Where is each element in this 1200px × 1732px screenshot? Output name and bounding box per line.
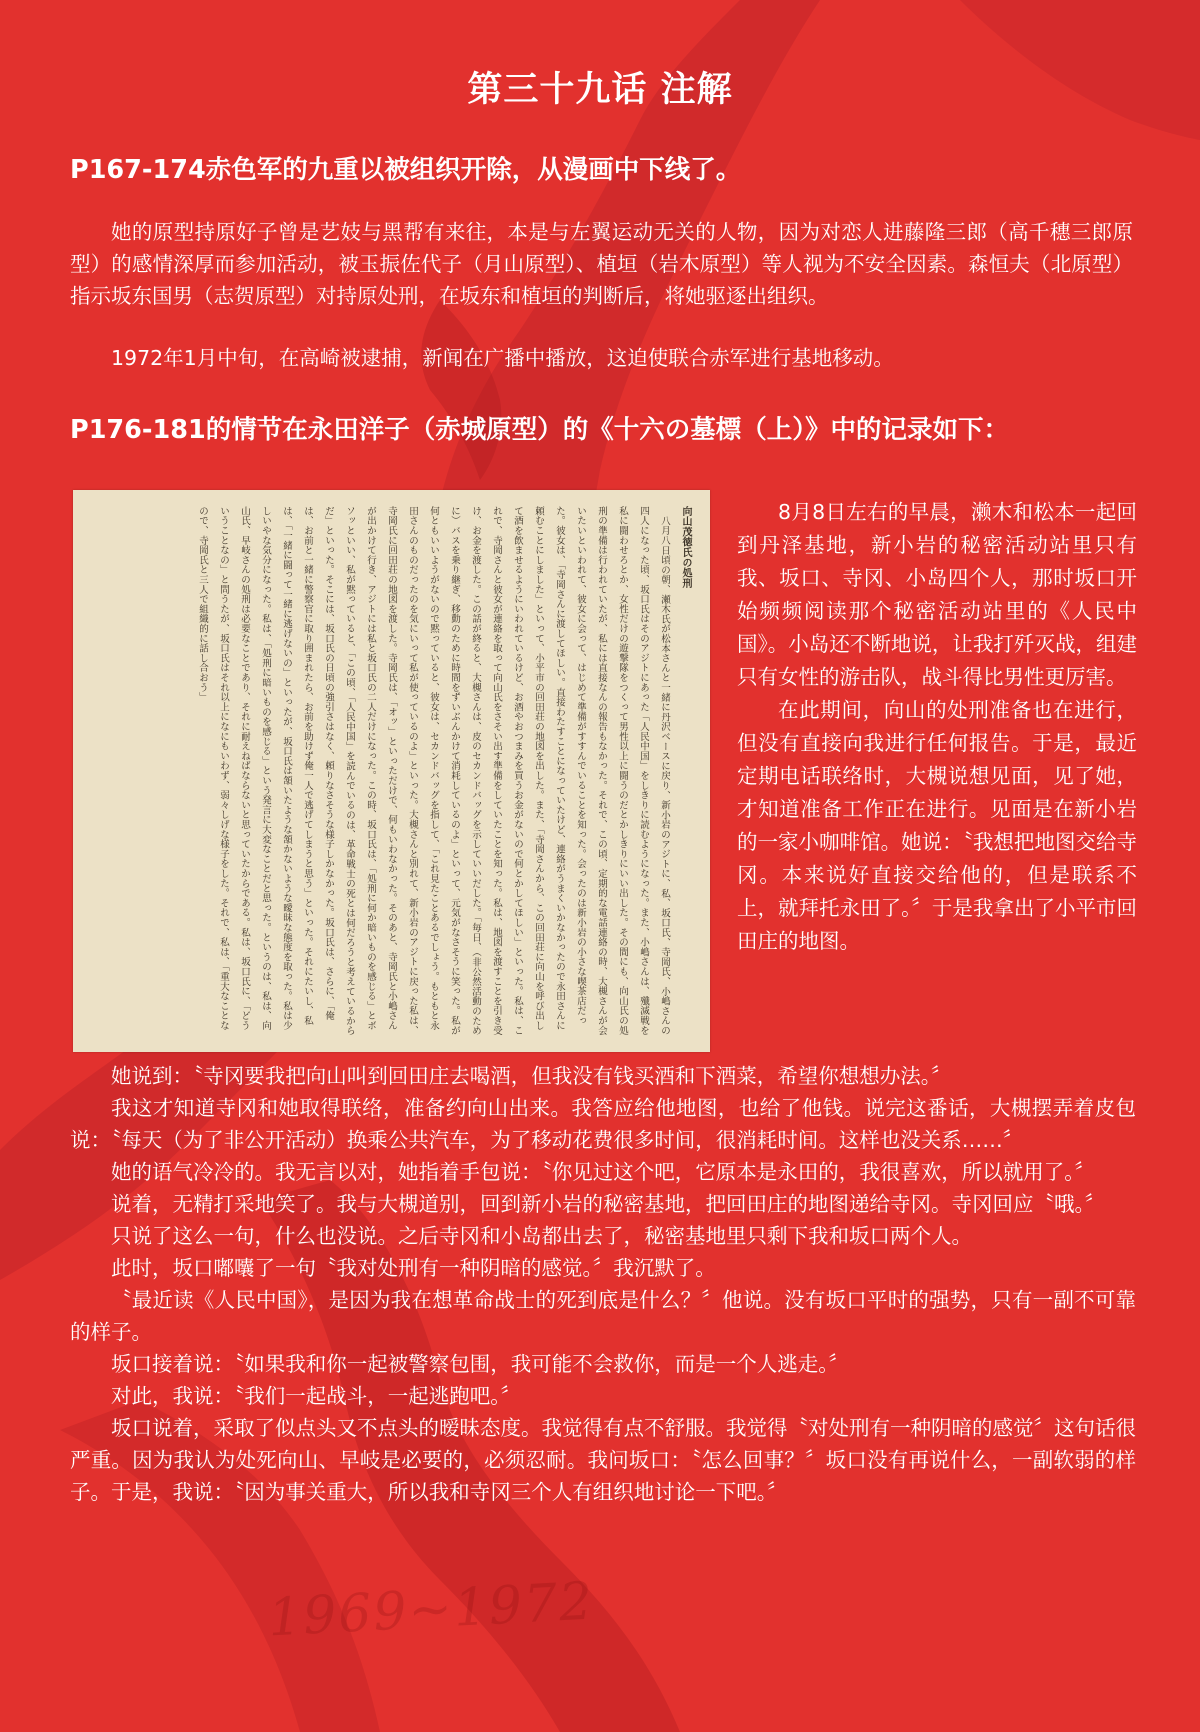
page-title: 第三十九话 注解 bbox=[467, 70, 733, 110]
body-paragraph: 〝最近读《人民中国》，是因为我在想革命战士的死到底是什么？〞他说。没有坂口平时的强势，只有一副不可靠的样子。 bbox=[70, 1288, 1136, 1344]
translation-side-column bbox=[737, 496, 1137, 958]
book-page-scan bbox=[73, 490, 710, 1052]
body-paragraph: 坂口接着说：〝如果我和你一起被警察包围，我可能不会救你，而是一个人逃走。〞 bbox=[111, 1352, 849, 1376]
body-paragraph: 坂口说着，采取了似点头又不点头的暧昧态度。我觉得有点不舒服。我觉得〝对处刑有一种阴暗的感觉〞这句话很严重。因为我认为处死向山、早岐是必要的，必须忍耐。我问坂口：〝怎么回事？〞坂口没有再说什么，一副软弱的样子。于是，我说：〝因为事关重大，所以我和寺冈三个人有组织地讨论一下吧。〞 bbox=[70, 1416, 1136, 1504]
paragraph-1: 她的原型持原好子曾是艺妓与黑帮有来往，本是与左翼运动无关的人物，因为对恋人进藤隆三郎（高千穗三郎原型）的感情深厚而参加活动，被玉振佐代子（月山原型）、植垣（岩木原型）等人视为不安全因素。森恒夫（北原型）指示坂东国男（志贺原型）对持原处刑，在坂东和植垣的判断后，将她驱逐出组织。 bbox=[70, 220, 1133, 308]
side-paragraph: 8月8日左右的早晨，濑木和松本一起回到丹泽基地，新小岩的秘密活动站里只有我、坂口、寺冈、小岛四个人，那时坂口开始频频阅读那个秘密活动站里的《人民中国》。小岛还不断地说，让我打歼灭战，组建只有女性的游击队，战斗得比男性更厉害。 bbox=[737, 500, 1137, 689]
paragraph-2: 1972年1月中旬，在高崎被逮捕，新闻在广播中播放，这迫使联合赤军进行基地移动。 bbox=[111, 346, 894, 370]
scan-body: 八月八日頃の朝、瀬木氏が松本さんと一緒に丹沢ベースに戻り、新小岩のアジトに、私、坂口氏、寺岡氏、小嶋さんの四人になった頃、坂口氏はそのアジトにあった「人民中国」をしきりに読むようになった。また、小嶋さんは、殲滅戦を私に闘わせろとか、女性だけの遊撃隊をつくって男性以上に闘うのだとかしきりにいい出した。その間にも、向山氏の処刑の準備は行われていたが、私には直接なんの報告もなかった。それで、この頃、定期的な電話連絡の時、大槻さんが会いたいといわれて、彼女に会って、はじめて準備がすすんでいることを知った。会ったのは新小岩の小さな喫茶店だった。彼女は、「寺岡さんに渡してほしい。直接わたすことになっていたけど、連絡がうまくいかなかったので永田さんに頼むことにしました」といって、小平市の回田荘の地図を出した。また、「寺岡さんから、この回田荘に向山を呼び出して酒を飲ませるようにいわれているけど、お酒やおつまみを買うお金がないので何とかしてほしい」といった。私は、これで、寺岡さんと彼女が連絡を取って向山氏をさそい出す準備をしていたことを知った。私は、地図を渡すことを引き受け、お金を渡した。この話が終ると、大槻さんは、皮のセカンドバッグを示していいだした。「毎日、（非公然活動のために）バスを乗り継ぎ、移動のために時間をずいぶんかけて消耗しているのよ」といって、元気がなさそうに笑った。私が何ともいいようがないので黙っていると、彼女は、セカンドバッグを指して、「これ見たことあるでしょう。もともと永田さんのものだったのを気にいって私が使っているのよ」といった。大槻さんと別れて、新小岩のアジトに戻った私は、寺岡氏に回田荘の地図を渡した。寺岡氏は、「オッ」といっただけで、何もいわなかった。そのあと、寺岡氏と小嶋さんが出かけて行き、アジトには私と坂口氏の二人だけになった。この時、坂口氏は、「処刑に何か暗いものを感じる」とボソッといい、私が黙っていると、「この頃、「人民中国」を読んでいるのは、革命戦士の死とは何だろうと考えているからだ」といった。そこには、坂口氏の日頃の強引さはなく、頼りなさそうな様子しかなかった。坂口氏は、さらに、「俺は、お前と一緒に警察官に取り囲まれたら、お前を助けず俺一人で逃げてしまうと思う」といった。それにたいし、私は、「一緒に闘って一緒に逃げないの」といったが、坂口氏は頷いたような頷かないような曖昧な態度を取った。私は少しいやな気分になった。私は、「処刑に暗いものを感じる」という発言に大変なことだと思った。というのは、私は、向山氏、早岐さんの処刑は必要なことであり、それに耐えねばならないと思っていたからである。私は、坂口氏に、「どういうことなの」と問うたが、坂口氏はそれ以上になにもいわず、弱々しげな様子をした。それで、私は、「重大なことなので、寺岡氏と三人で組織的に話し合おう」 bbox=[197, 506, 670, 1036]
body-paragraph: 只说了这么一句，什么也没说。之后寺冈和小岛都出去了，秘密基地里只剩下我和坂口两个人。 bbox=[111, 1224, 972, 1248]
scan-vertical-text bbox=[88, 506, 696, 1036]
translation-lower-body bbox=[70, 1060, 1136, 1508]
body-paragraph: 对此，我说：〝我们一起战斗，一起逃跑吧。〞 bbox=[111, 1384, 521, 1408]
year-watermark: 1969~1972 bbox=[266, 1571, 596, 1649]
scan-heading: 向山茂徳氏の処刑 bbox=[680, 506, 691, 589]
section-heading-1: P167-174赤色军的九重以被组织开除，从漫画中下线了。 bbox=[70, 155, 742, 185]
body-paragraph: 她的语气冷冷的。我无言以对，她指着手包说：〝你见过这个吧，它原本是永田的，我很喜欢，所以就用了。〞 bbox=[111, 1160, 1095, 1184]
body-paragraph: 我这才知道寺冈和她取得联络，准备约向山出来。我答应给他地图，也给了他钱。说完这番话，大槻摆弄着皮包说：〝每天（为了非公开活动）换乘公共汽车，为了移动花费很多时间，很消耗时间。这样也没关系……〞 bbox=[70, 1096, 1136, 1152]
body-paragraph: 说着，无精打采地笑了。我与大槻道别，回到新小岩的秘密基地，把回田庄的地图递给寺冈。寺冈回应〝哦。〞 bbox=[111, 1192, 1106, 1216]
body-paragraph: 此时，坂口嘟囔了一句〝我对处刑有一种阴暗的感觉。〞我沉默了。 bbox=[111, 1256, 716, 1280]
section-heading-2: P176-181的情节在永田洋子（赤城原型）的《十六の墓標（上）》中的记录如下： bbox=[70, 415, 1009, 445]
body-paragraph: 她说到：〝寺冈要我把向山叫到回田庄去喝酒，但我没有钱买酒和下酒菜，希望你想想办法。〞 bbox=[111, 1064, 952, 1088]
side-paragraph: 在此期间，向山的处刑准备也在进行，但没有直接向我进行任何报告。于是，最近定期电话联络时，大槻说想见面，见了她，才知道准备工作正在进行。见面是在新小岩的一家小咖啡馆。她说：〝我想把地图交给寺冈。本来说好直接交给他的，但是联系不上，就拜托永田了。〞于是我拿出了小平市回田庄的地图。 bbox=[737, 698, 1137, 953]
